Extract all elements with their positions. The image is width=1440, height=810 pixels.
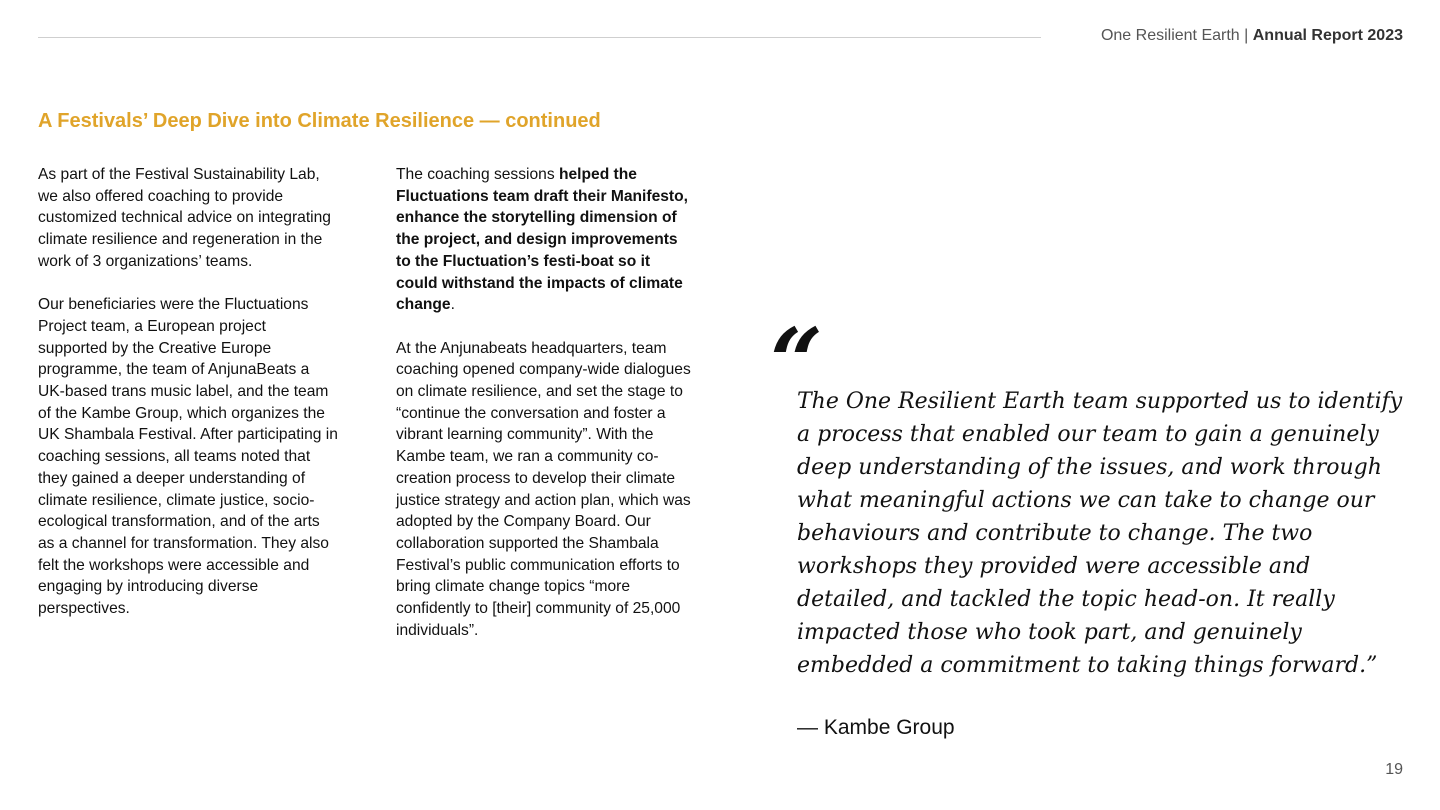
body-column-middle [396,164,694,663]
body-paragraph [396,164,694,316]
page-number: 19 [1385,761,1403,778]
section-title: A Festivals’ Deep Dive into Climate Resilience — continued [38,110,601,132]
quote-attribution: — Kambe Group [797,716,955,739]
header-org: One Resilient Earth [1100,27,1240,44]
body-column-left [38,164,338,641]
header-divider [38,37,1041,38]
paragraph-lead: The coaching sessions [396,166,559,183]
testimonial-quote: The One Resilient Earth team supported us to identify a process that enabled our team to gain a genuinely deep understanding of the issues, and work through what meaningful actions we can take to change our behaviours and contribute to change. The two workshops they provided were accessible and detailed, and tackled the topic head-on. It really impacted those who took part, and genuinely embedded a commitment to taking things forward.” [797,389,1403,678]
header-separator: | [1239,27,1253,44]
body-paragraph: As part of the Festival Sustainability Lab, we also offered coaching to provide customized technical advice on integrating climate resilience and regeneration in the work of 3 organizations’ teams. [38,166,331,270]
body-paragraph: Our beneficiaries were the Fluctuations Project team, a European project supported by the Creative Europe programme, the team of AnjunaBeats a UK-based trans music label, and the team of the Kambe Group, which organizes the UK Shambala Festival. After participating in coaching sessions, all teams noted that they gained a deeper understanding of climate resilience, climate justice, socio-ecological transformation, and of the arts as a channel for transformation. They also felt the workshops were accessible and engaging by introducing diverse perspectives. [38,296,338,618]
running-header [1101,27,1403,45]
body-paragraph: At the Anjunabeats headquarters, team coaching opened company-wide dialogues on climate resilience, and set the stage to “continue the conversation and foster a vibrant learning community”. With the Kambe team, we ran a community co-creation process to develop their climate justice strategy and action plan, which was adopted by the Company Board. Our collaboration supported the Shambala Festival’s public communication efforts to bring climate change topics “more confidently to [their] community of 25,000 individuals”. [396,339,691,639]
paragraph-emphasis: helped the Fluctuations team draft their Manifesto, enhance the storytelling dimension of the project, and design improvements to the Fluctuation’s festi-boat so it could withstand the impacts of climate change [396,166,688,314]
paragraph-end: . [450,296,455,314]
quotation-mark-icon: “ [770,308,823,416]
header-report-title: Annual Report 2023 [1252,27,1403,44]
